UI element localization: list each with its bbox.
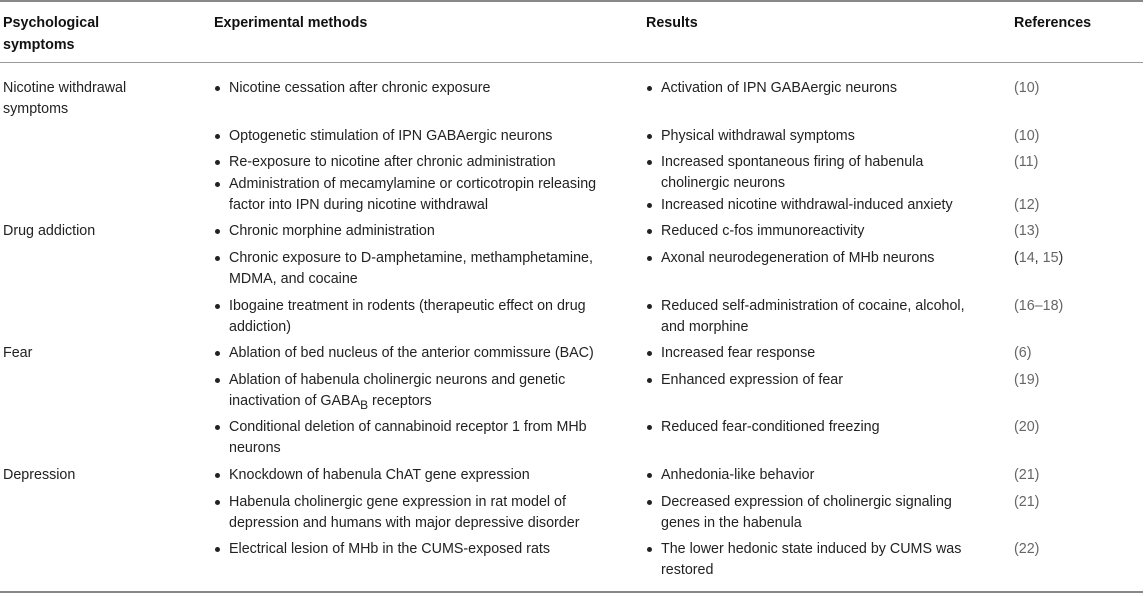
reference-link[interactable]: (20) — [1014, 419, 1040, 435]
result-cell: Reduced self-administration of cocaine, alcohol, and morphine — [646, 296, 971, 338]
reference-link[interactable]: (10) — [1014, 80, 1040, 96]
reference-link[interactable]: (21) — [1014, 494, 1040, 510]
result-cell: Physical withdrawal symptoms — [646, 126, 976, 147]
result-cell: Reduced fear-conditioned freezing — [646, 417, 976, 438]
method-cell: Re-exposure to nicotine after chronic administration — [214, 152, 634, 173]
method-cell: Electrical lesion of MHb in the CUMS-exposed rats — [214, 539, 634, 560]
top-rule — [0, 0, 1143, 2]
reference-link[interactable]: (13) — [1014, 223, 1040, 239]
result-cell: Anhedonia-like behavior — [646, 465, 976, 486]
reference-link[interactable]: (6) — [1014, 345, 1032, 361]
result-cell: The lower hedonic state induced by CUMS was restored — [646, 539, 976, 581]
result-cell: Enhanced expression of fear — [646, 370, 976, 391]
result-cell: Increased fear response — [646, 343, 976, 364]
result-cell: Reduced c-fos immunoreactivity — [646, 221, 976, 242]
method-cell: Conditional deletion of cannabinoid receptor 1 from MHb neurons — [214, 417, 624, 459]
category-depression: Depression — [3, 467, 76, 483]
header-rule — [0, 62, 1143, 63]
header-experimental-methods: Experimental methods — [214, 15, 368, 31]
reference-link[interactable]: (11) — [1014, 154, 1039, 170]
method-cell: Optogenetic stimulation of IPN GABAergic neurons — [214, 126, 634, 147]
result-cell: Increased nicotine withdrawal-induced anxiety — [646, 195, 976, 216]
result-cell: Increased spontaneous firing of habenula cholinergic neurons — [646, 152, 956, 194]
reference-link[interactable]: (16–18) — [1014, 298, 1064, 314]
method-cell: Knockdown of habenula ChAT gene expression — [214, 465, 634, 486]
method-cell: Ibogaine treatment in rodents (therapeutic effect on drug addiction) — [214, 296, 624, 338]
method-cell: Habenula cholinergic gene expression in rat model of depression and humans with major depressive disorder — [214, 492, 619, 534]
category-nicotine-withdrawal: Nicotine withdrawal symptoms — [3, 80, 127, 117]
reference-link[interactable]: 14 — [1018, 250, 1035, 266]
result-cell: Activation of IPN GABAergic neurons — [646, 78, 976, 99]
method-cell: Chronic morphine administration — [214, 221, 634, 242]
header-psychological-symptoms: Psychological symptoms — [3, 15, 100, 53]
method-cell: Chronic exposure to D-amphetamine, methamphetamine, MDMA, and cocaine — [214, 248, 624, 290]
result-cell: Decreased expression of cholinergic signaling genes in the habenula — [646, 492, 964, 534]
category-drug-addiction: Drug addiction — [3, 223, 96, 239]
reference-link[interactable]: (10) — [1014, 128, 1040, 144]
method-cell: Ablation of habenula cholinergic neurons and genetic inactivation of $GABA_B$ receptors — [214, 370, 619, 416]
reference-link[interactable]: 15 — [1042, 250, 1059, 266]
method-cell: Administration of mecamylamine or corticotropin releasing factor into IPN during nicotine withdrawal — [214, 174, 629, 216]
bottom-rule — [0, 591, 1143, 593]
method-cell: Ablation of bed nucleus of the anterior commissure (BAC) — [214, 343, 634, 364]
reference-links: (14, 15) — [1014, 250, 1064, 266]
result-cell: Axonal neurodegeneration of MHb neurons — [646, 248, 976, 269]
reference-link[interactable]: (19) — [1014, 372, 1040, 388]
reference-link[interactable]: (21) — [1014, 467, 1040, 483]
header-references: References — [1014, 15, 1092, 31]
reference-link[interactable]: (12) — [1014, 197, 1040, 213]
method-cell: Nicotine cessation after chronic exposure — [214, 78, 634, 99]
category-fear: Fear — [3, 345, 33, 361]
header-results: Results — [646, 15, 698, 31]
reference-link[interactable]: (22) — [1014, 541, 1040, 557]
